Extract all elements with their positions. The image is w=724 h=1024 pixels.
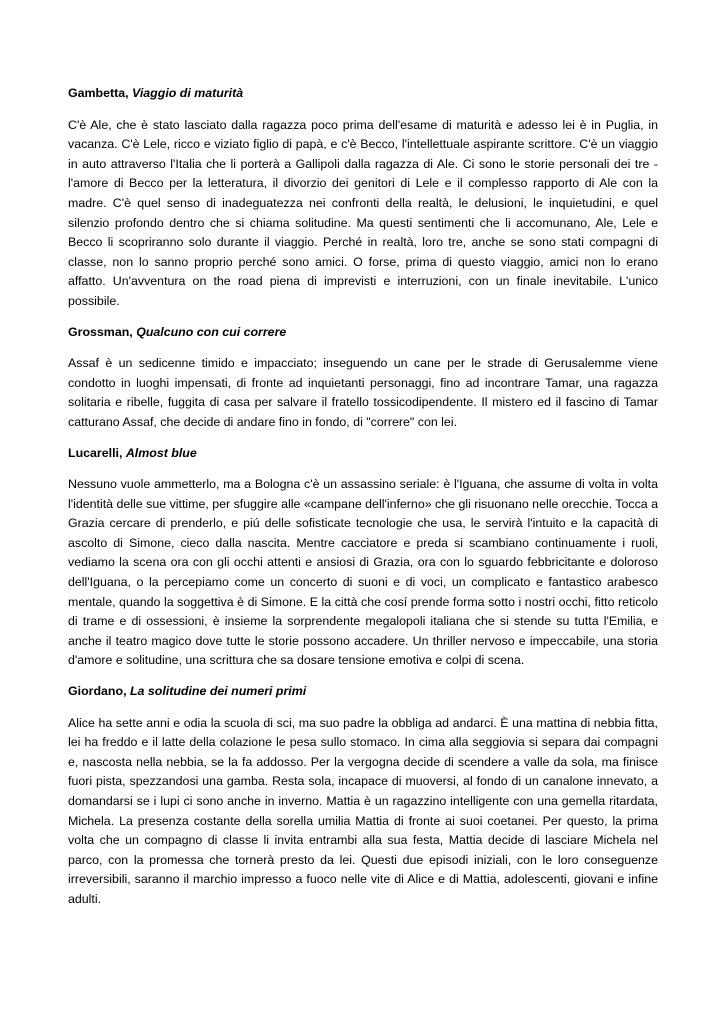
book-description: Assaf è un sedicenne timido e impacciato; inseguendo un cane per le strade di Gerusalemme viene condotto in luoghi impensati, di fronte ad inquietanti personaggi, fino ad incontrare Tamar, una ragazza solitaria e ribelle, fuggita di casa per salvare il fratello tossicodipendente. Il mistero ed il fascino di Tamar catturano Assaf, che decide di andare fino in fondo, di "correre" con lei. [68, 356, 658, 429]
author-name: Gambetta, [68, 86, 129, 100]
book-title: Almost blue [125, 445, 197, 460]
book-title: Viaggio di maturità [132, 86, 244, 100]
book-description: Alice ha sette anni e odia la scuola di sci, ma suo padre la obbliga ad andarci. È una mattina di nebbia fitta, lei ha freddo e il latte della colazione le pesa sullo stomaco. In cima alla seggiovia si separa dai compagni e, nascosta nella nebbia, se la fa addosso. Per la vergogna decide di scendere a valle da sola, ma finisce fuori pista, spezzandosi una gamba. Resta sola, incapace di muoversi, al fondo di un canalone innevato, a domandarsi se i lupi ci sono anche in inverno. Mattia è un ragazzino intelligente con una gemella ritardata, Michela. La presenza costante della sorella umilia Mattia di fronte ai suoi coetanei. Per questo, la prima volta che un compagno di classe li invita entrambi alla sua festa, Mattia decide di lasciare Michela nel parco, con la promessa che tornerà presto da lei. Questi due episodi iniziali, con le loro conseguenze irreversibili, saranno il marchio impresso a fuoco nelle vite di Alice e di Mattia, adolescenti, giovani e infine adulti. [68, 715, 658, 906]
book-title: Qualcuno con cui correre [136, 324, 287, 339]
book-description: C'è Ale, che è stato lasciato dalla ragazza poco prima dell'esame di maturità e adesso lei è in Puglia, in vacanza. C'è Lele, ricco e viziato figlio di papà, e c'è Becco, l'intellettuale aspirante scrittore. C'è un viaggio in auto attraverso l'Italia che li porterà a Gallipoli dalla ragazza di Ale. Ci sono le storie personali dei tre - l'amore di Becco per la letteratura, il divorzio dei genitori di Lele e il complesso rapporto di Ale con la madre. C'è quel senso di inadeguatezza nei confronti della realtà, le delusioni, le inquietudini, e quel silenzio profondo dentro che si chiama solitudine. Ma questi sentimenti che li accomunano, Ale, Lele e Becco li scopriranno solo durante il viaggio. Perché in realtà, loro tre, anche se sono stati compagni di classe, non lo sanno proprio perché sono amici. O forse, prima di questo viaggio, amici non lo erano affatto. Un'avventura on the road piena di imprevisti e interruzioni, con un finale inevitabile. L'unico possibile. [68, 117, 658, 308]
section-heading-grossman [68, 323, 658, 343]
book-title: La solitudine dei numeri primi [129, 684, 307, 699]
section-heading-lucarelli [68, 444, 658, 464]
section-heading-giordano [68, 682, 658, 702]
book-description: Nessuno vuole ammetterlo, ma a Bologna c'è un assassino seriale: è l'Iguana, che assume di volta in volta l'identità delle sue vittime, per sfuggire alle «campane dell'inferno» che gli risuonano nelle orecchie. Tocca a Grazia cercare di prenderlo, e piú delle sofisticate tecnologie che usa, le servirà l'intuito e la capacità di ascolto di Simone, cieco dalla nascita. Mentre cacciatore e preda si scambiano continuamente i ruoli, vediamo la scena ora con gli occhi attenti e ansiosi di Grazia, ora con lo sguardo febbricitante e doloroso dell'Iguana, o la percepiamo come un concerto di suoni e di voci, un complicato e fantastico arabesco mentale, quando la soggettiva è di Simone. E la città che cosí prende forma sotto i nostri occhi, fitto reticolo di trame e di ossessioni, è insieme la sorprendente megalopoli italiana che si stende su tutta l'Emilia, e anche il teatro magico dove tutte le storie possono accadere. Un thriller nervoso e impeccabile, una storia d'amore e solitudine, una scrittura che sa dosare tensione emotiva e colpi di scena. [68, 477, 658, 668]
author-name: Giordano, [68, 684, 127, 699]
author-name: Lucarelli, [68, 445, 123, 460]
author-name: Grossman, [68, 324, 133, 339]
document-page [68, 84, 658, 921]
section-heading-gambetta [68, 84, 658, 104]
